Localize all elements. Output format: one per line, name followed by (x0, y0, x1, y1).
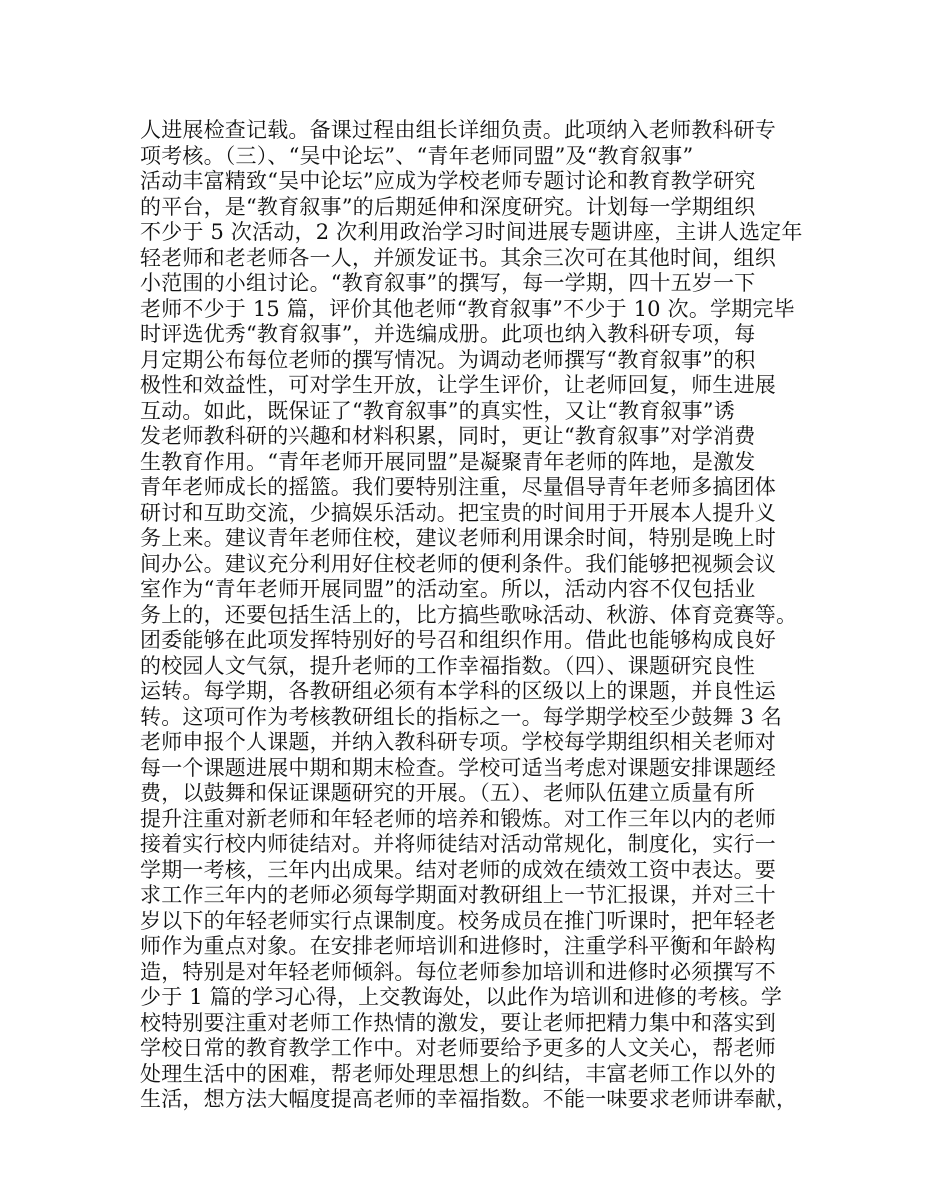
text-line: 互动。如此，既保证了“教育叙事”的真实性，又让“教育叙事”诱 (140, 398, 735, 423)
text-line: 活动丰富精致“吴中论坛”应成为学校老师专题讨论和教育教学研究 (140, 169, 756, 193)
text-line: 月定期公布每位老师的撰写情况。为调动老师撰写“教育叙事”的积 (140, 347, 756, 372)
text-line: 务上来。建议青年老师住校，建议老师利用课余时间，特别是晚上时 (140, 526, 776, 550)
text-line: 求工作三年内的老师必须每学期面对教研组上一节汇报课，并对三十 (140, 883, 776, 907)
text-line: 运转。每学期，各教研组必须有本学科的区级以上的课题，并良性运 (140, 679, 776, 703)
text-line: 室作为“青年老师开展同盟”的活动室。所以，活动内容不仅包括业 (140, 577, 756, 601)
text-line: 不少于 5 次活动，2 次利用政治学习时间进展专题讲座，主讲人选定年 (140, 220, 803, 244)
text-line: 学校日常的教育教学工作中。对老师要给予更多的人文关心，帮老师 (140, 1036, 776, 1060)
text-line: 每一个课题进展中期和期末检查。学校可适当考虑对课题安排课题经 (140, 755, 776, 780)
text-line: 转。这项可作为考核教研组长的指标之一。每学期学校至少鼓舞 3 名 (140, 704, 783, 729)
body-text (140, 118, 830, 1113)
text-line: 发老师教科研的兴趣和材料积累，同时，更让“教育叙事”对学消费 (140, 424, 756, 448)
text-line: 团委能够在此项发挥特别好的号召和组织作用。借此也能够构成良好 (140, 628, 776, 652)
text-line: 接着实行校内师徒结对。并将师徒结对活动常规化，制度化，实行一 (140, 832, 776, 856)
text-line: 少于 1 篇的学习心得，上交教诲处，以此作为培训和进修的考核。学 (140, 985, 783, 1009)
text-line: 青年老师成长的摇篮。我们要特别注重，尽量倡导青年老师多搞团体 (140, 475, 776, 499)
text-line: 校特别要注重对老师工作热情的激发，要让老师把精力集中和落实到 (140, 1010, 776, 1035)
text-line: 间办公。建议充分利用好住校老师的便利条件。我们能够把视频会议 (140, 551, 776, 576)
text-line: 人进展检查记载。备课过程由组长详细负责。此项纳入老师教科研专 (140, 118, 776, 142)
text-line: 岁以下的年轻老师实行点课制度。校务成员在推门听课时，把年轻老 (140, 908, 776, 933)
text-line: 提升注重对新老师和年轻老师的培养和锻炼。对工作三年以内的老师 (140, 806, 776, 831)
text-line: 费，以鼓舞和保证课题研究的开展。（五）、老师队伍建立质量有所 (140, 781, 755, 805)
text-line: 的校园人文气氛，提升老师的工作幸福指数。（四）、课题研究良性 (140, 653, 755, 678)
text-line: 处理生活中的困难，帮老师处理思想上的纠结，丰富老师工作以外的 (140, 1061, 776, 1086)
text-line: 极性和效益性，可对学生开放，让学生评价，让老师回复，师生进展 (140, 373, 776, 397)
text-line: 的平台，是“教育叙事”的后期延伸和深度研究。计划每一学期组织 (140, 194, 756, 219)
text-line: 务上的，还要包括生活上的，比方搞些歌咏活动、秋游、体育竞赛等。 (140, 602, 798, 627)
text-line: 师作为重点对象。在安排老师培训和进修时，注重学科平衡和年龄构 (140, 934, 776, 958)
text-line: 轻老师和老老师各一人，并颁发证书。其余三次可在其他时间，组织 (140, 245, 776, 270)
text-line: 时评选优秀“教育叙事”，并选编成册。此项也纳入教科研专项，每 (140, 322, 756, 346)
text-line: 学期一考核，三年内出成果。结对老师的成效在绩效工资中表达。要 (140, 857, 776, 882)
text-line: 生活，想方法大幅度提高老师的幸福指数。不能一味要求老师讲奉献， (140, 1087, 798, 1111)
text-line: 项考核。（三）、“吴中论坛”、“青年老师同盟”及“教育叙事” (140, 143, 694, 168)
text-line: 研讨和互助交流，少搞娱乐活动。把宝贵的时间用于开展本人提升义 (140, 500, 776, 525)
text-line: 小范围的小组讨论。“教育叙事”的撰写，每一学期，四十五岁一下 (140, 271, 756, 295)
text-line: 老师申报个人课题，并纳入教科研专项。学校每学期组织相关老师对 (140, 730, 776, 754)
text-line: 生教育作用。“青年老师开展同盟”是凝聚青年老师的阵地，是激发 (140, 449, 756, 474)
text-line: 老师不少于 15 篇，评价其他老师“教育叙事”不少于 10 次。学期完毕 (140, 296, 795, 321)
text-line: 造，特别是对年轻老师倾斜。每位老师参加培训和进修时必须撰写不 (140, 959, 776, 984)
